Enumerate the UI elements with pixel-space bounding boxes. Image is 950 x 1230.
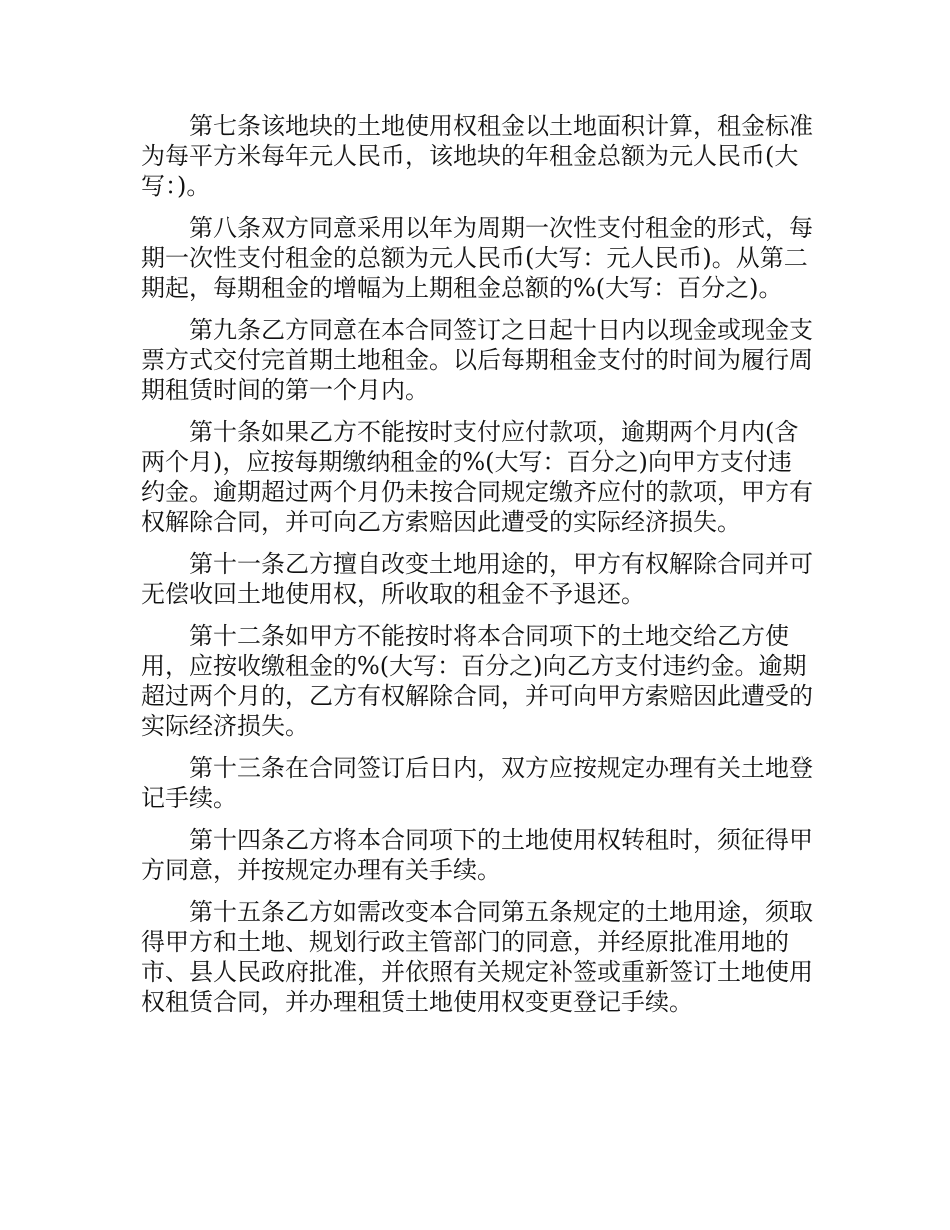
article-9-paragraph: 第九条乙方同意在本合同签订之日起十日内以现金或现金支票方式交付完首期土地租金。以后每期租金支付的时间为履行周期租赁时间的第一个月内。	[141, 316, 813, 404]
article-8-paragraph: 第八条双方同意采用以年为周期一次性支付租金的形式，每期一次性支付租金的总额为元人民币(大写：元人民币)。从第二期起，每期租金的增幅为上期租金总额的%(大写：百分之)。	[141, 214, 813, 302]
article-12-paragraph: 第十二条如甲方不能按时将本合同项下的土地交给乙方使用，应按收缴租金的%(大写：百分之)向乙方支付违约金。逾期超过两个月的，乙方有权解除合同，并可向甲方索赔因此遭受的实际经济损失。	[141, 622, 813, 740]
document-body	[141, 111, 813, 1029]
article-7-paragraph: 第七条该地块的土地使用权租金以土地面积计算，租金标准为每平方米每年元人民币，该地块的年租金总额为元人民币(大写：)。	[141, 112, 813, 200]
article-15-paragraph: 第十五条乙方如需改变本合同第五条规定的土地用途，须取得甲方和土地、规划行政主管部门的同意，并经原批准用地的市、县人民政府批准，并依照有关规定补签或重新签订土地使用权租赁合同，并办理租赁土地使用权变更登记手续。	[141, 898, 813, 1016]
article-11-paragraph: 第十一条乙方擅自改变土地用途的，甲方有权解除合同并可无偿收回土地使用权，所收取的租金不予退还。	[141, 550, 813, 608]
article-14-paragraph: 第十四条乙方将本合同项下的土地使用权转租时，须征得甲方同意，并按规定办理有关手续。	[141, 826, 813, 884]
article-13-paragraph: 第十三条在合同签订后日内，双方应按规定办理有关土地登记手续。	[141, 754, 813, 812]
article-10-paragraph: 第十条如果乙方不能按时支付应付款项，逾期两个月内(含两个月)，应按每期缴纳租金的%(大写：百分之)向甲方支付违约金。逾期超过两个月仍未按合同规定缴齐应付的款项，甲方有权解除合同，并可向乙方索赔因此遭受的实际经济损失。	[141, 418, 813, 536]
